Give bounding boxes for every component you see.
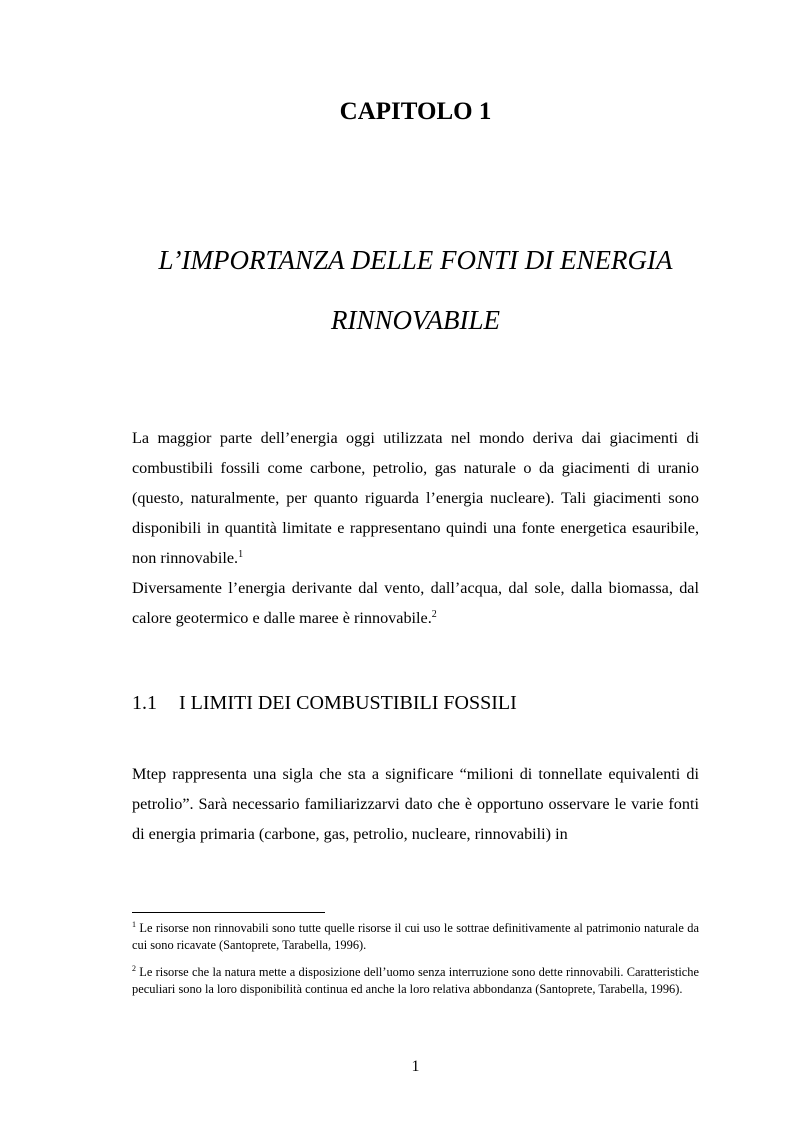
- section-paragraph-text: Mtep rappresenta una sigla che sta a significare “milioni di tonnellate equivalenti di petrolio”. Sarà necessario familiarizzarvi dato che è opportuno osservare le varie fonti di energia primaria (carbone, gas, petrolio, nucleare, rinnovabili) in: [132, 765, 699, 843]
- footnote-text-1: Le risorse non rinnovabili sono tutte quelle risorse il cui uso le sottrae definitivamente al patrimonio naturale da cui sono ricavate (Santoprete, Tarabella, 1996).: [132, 921, 699, 952]
- footnote-reference-1: 1: [238, 549, 244, 560]
- footnote-reference-2: 2: [431, 609, 437, 620]
- section-heading: [132, 689, 699, 717]
- footnote-text-2: Le risorse che la natura mette a disposizione dell’uomo senza interruzione sono dette rinnovabili. Caratteristiche peculiari sono la loro disponibilità continua ed anche la loro relativa abbondanza (Santoprete, Tarabella, 1996).: [132, 965, 699, 996]
- section-title: I LIMITI DEI COMBUSTIBILI FOSSILI: [179, 692, 517, 714]
- footnote-1: [132, 920, 699, 953]
- footnote-separator: [132, 912, 325, 913]
- chapter-heading: CAPITOLO 1: [339, 98, 492, 125]
- intro-sentence-1-text: La maggior parte dell’energia oggi utilizzata nel mondo deriva dai giacimenti di combustibili fossili come carbone, petrolio, gas naturale o da giacimenti di uranio (questo, naturalmente, per quanto riguarda l’energia nucleare). Tali giacimenti sono disponibili in quantità limitate e rappresentano quindi una fonte energetica esauribile, non rinnovabile.: [132, 429, 699, 567]
- section-number: 1.1: [132, 692, 157, 714]
- section-paragraph: [132, 759, 699, 849]
- intro-sentence-1: [132, 423, 699, 573]
- intro-sentence-2-text: Diversamente l’energia derivante dal vento, dall’acqua, dal sole, dalla biomassa, dal calore geotermico e dalle maree è rinnovabile.: [132, 579, 699, 627]
- page-number: 1: [411, 1058, 420, 1075]
- intro-paragraph: [132, 423, 699, 633]
- footnote-2: [132, 964, 699, 997]
- chapter-title: [110, 230, 721, 350]
- chapter-title-line-2: RINNOVABILE: [331, 305, 500, 335]
- chapter-title-line-1: L’IMPORTANZA DELLE FONTI DI ENERGIA: [158, 245, 673, 275]
- footnote-marker-2: 2: [132, 964, 136, 973]
- intro-sentence-2: [132, 573, 699, 633]
- footnote-marker-1: 1: [132, 920, 136, 929]
